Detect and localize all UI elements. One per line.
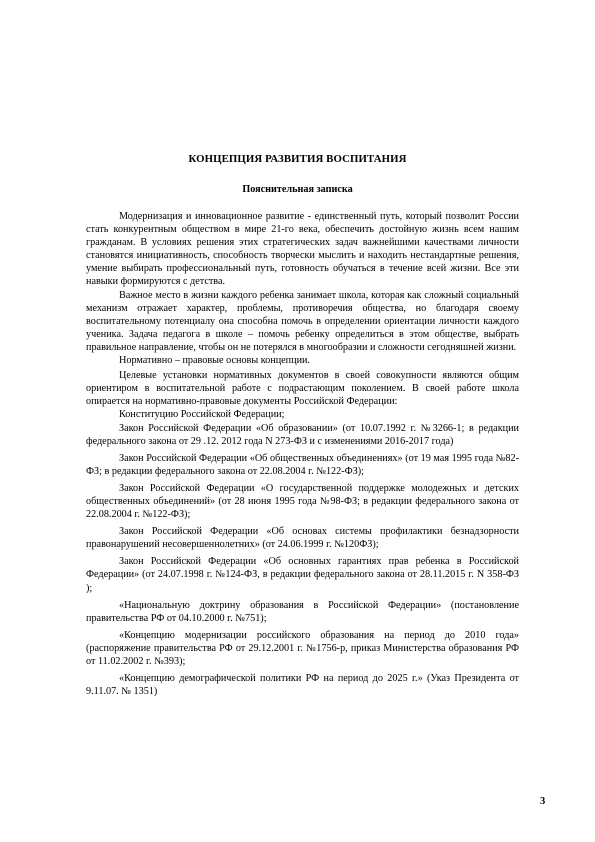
list-item-law-child-rights: Закон Российской Федерации «Об основных гарантиях прав ребенка в Российской Федерации» (от 24.07.1998 г. №124-ФЗ, в редакции федерального закона от 28.11.2015 г. N 358-ФЗ ); [86,556,519,594]
list-item-modernization-concept: «Концепцию модернизации российского образования на период до 2010 года» (распоряжение правительства РФ от 29.12.2001 г. №1756-р, приказ Министерства образования РФ от 11.02.2002 г. №393); [86,629,519,667]
list-item-demographic-concept: «Концепцию демографической политики РФ на период до 2025 г.» (Указ Президента от 9.11.07. № 1351) [86,673,519,698]
list-item-law-youth-support: Закон Российской Федерации «О государственной поддержке молодежных и детских общественных объединений» (от 28 июня 1995 года №98-ФЗ; в редакции федерального закона от 22.08.2004 г. №122-ФЗ); [86,482,519,521]
paragraph-legal-basis-heading: Нормативно – правовые основы концепции. [119,355,311,367]
list-item-constitution: Конституцию Российской Федерации; [119,409,285,421]
document-subtitle: Пояснительная записка [242,184,353,195]
list-item-law-public-associations: Закон Российской Федерации «Об общественных объединениях» (от 19 мая 1995 года №82-ФЗ; в редакции федерального закона от 22.08.2004 г. №122-ФЗ); [86,452,519,477]
document-title: КОНЦЕПЦИЯ РАЗВИТИЯ ВОСПИТАНИЯ [188,153,407,165]
list-item-law-education: Закон Российской Федерации «Об образовании» (от 10.07.1992 г. №3266-1; в редакции федерального закона от 29 .12. 2012 года N 273-ФЗ и с изменениями 2016-2017 года) [86,422,519,447]
list-item-education-doctrine: «Национальную доктрину образования в Российской Федерации» (постановление правительства РФ от 04.10.2000 г. №751); [86,599,519,624]
document-body [86,210,519,698]
paragraph-school-role: Важное место в жизни каждого ребенка занимает школа, которая как сложный социальный механизм отражает характер, проблемы, противоречия общества, но благодаря своему воспитательному потенциалу она способна помочь в определении ориентации личности каждого ученика. Задача педагога в школе – помочь ребенку определиться в этом обществе, выбрать правильное направление, чтобы он не потерялся в многообразии и сложности сегодняшней жизни. [86,289,519,353]
paragraph-target-settings: Целевые установки нормативных документов в своей совокупности являются общим ориентиром в воспитательной работе с подрастающим поколением. В своей работе школа опирается на нормативно-правовые документы Российской Федерации: [86,370,519,408]
list-item-law-prevention: Закон Российской Федерации «Об основах системы профилактики безнадзорности правонарушений несовершеннолетних» (от 24.06.1999 г. №120ФЗ); [86,526,519,551]
paragraph-modernization: Модернизация и инновационное развитие - единственный путь, который позволит России стать конкурентным обществом в мире 21-го века, обеспечить достойную жизнь всем нашим гражданам. В условиях решения этих стратегических задач важнейшими качествами личности становятся инициативность, способность творчески мыслить и находить нестандартные решения, умение выбирать профессиональный путь, готовность обучаться в течение всей жизни. Все эти навыки формируются с детства. [86,211,519,288]
page-number: 3 [540,796,546,807]
